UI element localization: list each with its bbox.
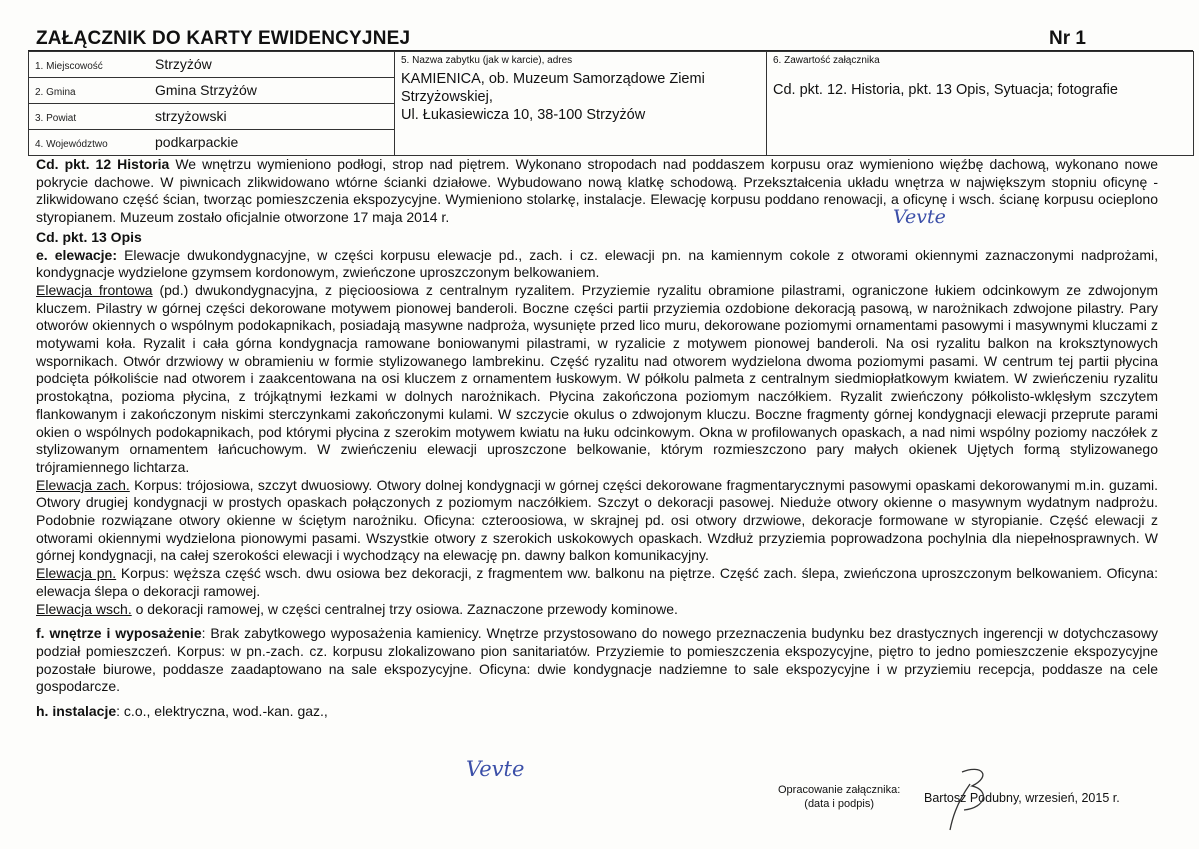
header-table — [28, 51, 1194, 156]
field-gmina: 2. Gmina Gmina Strzyżów — [29, 78, 395, 104]
document-body — [36, 156, 1158, 721]
field-powiat: 3. Powiat strzyżowski — [29, 104, 395, 130]
field-zawartosc: 6. Zawartość załącznika Cd. pkt. 12. Historia, pkt. 13 Opis, Sytuacja; fotografie — [767, 52, 1194, 156]
historia-paragraph: Cd. pkt. 12 Historia We wnętrzu wymieniono podłogi, strop nad piętrem. Wykonano stropodach nad poddaszem korpusu oraz wymieniono więźbę dachową, wykonano nowe pokrycie dachowe. W piwnicach zlikwidowano wtórne ścianki działowe. Wybudowano nową klatkę schodową. Przekształcenia układu wnętrza w największym stopniu oficynę - zlikwidowano część ścian, tworząc pomieszczenia ekspozycyjne. Wymieniono stolarkę, instalacje. Elewację korpusu poddano renowacji, a oficynę i wsch. ścianę korpusu ocieplono styropianem. Muzeum zostało oficjalnie otworzone 17 maja 2014 r. — [36, 156, 1159, 226]
document-number: Nr 1 — [1049, 28, 1086, 49]
handwritten-note: Vevte — [466, 757, 525, 781]
signature-label: Opracowanie załącznika: (data i podpis) — [778, 784, 901, 810]
opis-heading: Cd. pkt. 13 Opis — [36, 228, 142, 245]
elewacja-pn-paragraph: Elewacja pn. Korpus: węższa część wsch. dwu osiowa bez dekoracji, z fragmentem ww. balkonu na piętrze. Część zach. ślepa, zwieńczona uproszczonym belkowaniem. Oficyna: elewacja ślepa o dekoracji ramowej. — [36, 565, 1158, 599]
handwritten-note: Vevte — [893, 206, 946, 228]
instalacje-paragraph: h. instalacje: c.o., elektryczna, wod.-kan. gaz., — [36, 703, 328, 720]
elewacja-wsch-paragraph: Elewacja wsch. o dekoracji ramowej, w części centralnej trzy osiowa. Zaznaczone przewody kominowe. — [36, 600, 678, 617]
wnetrze-paragraph: f. wnętrze i wyposażenie: Brak zabytkowego wyposażenia kamienicy. Wnętrze przystosowano do nowego przeznaczenia budynku bez drastycznych ingerencji w dotychczasowy podział pomieszczeń. Korpus: w pn.-zach. cz. korpusu zlokalizowano pion sanitariatów. Przyziemie to pomieszczenia ekspozycyjne, piętro to jedno pomieszczenie ekspozycyjne pozostałe biurowe, poddasze zaadaptowano na sale ekspozycyjne. Oficyna: dwie kondygnacje nadziemne to sale ekspozycyjne i w przyziemiu recepcja, poddasze na cele gospodarcze. — [36, 625, 1158, 695]
document-title: ZAŁĄCZNIK DO KARTY EWIDENCYJNEJ — [36, 28, 411, 49]
elewacja-frontowa-paragraph: Elewacja frontowa (pd.) dwukondygnacyjna, z pięcioosiowa z centralnym ryzalitem. Przyziemie ryzalitu obramione pilastrami, ograniczone łukiem odcinkowym ze zdwojonym kluczem. Pilastry w górnej części dekorowane motywem pionowej banderoli. Boczne części partii przyziemia ozdobione dekoracją pasową, w narożnikach zdwojone pilastry. Pary otworów okiennych o wspólnym podokapnikach, posiadają masywne nadproża, wysunięte przed lico muru, dekorowane poziomymi ornamentami pasowymi i masywnymi kluczami z motywami koła. Ryzalit i cała górna kondygnacja ramowane boniowanymi pilastrami, w ryzalicie z motywem pionowej banderoli. Na osi ryzalitu balkon na kroksztynowych wspornikach. Otwór drzwiowy w obramieniu w formie stylizowanego lambrekinu. Część ryzalitu nad otworem wydzielona dwoma poziomymi pasami. W centrum tej partii płycina podcięta półkoliście nad otworem i zaakcentowana na osi kluczem z ornamentem łuskowym. W półkolu palmeta z centralnym siedmiopłatkowym kwiatem. W zwieńczeniu ryzalitu prostokątna, pozioma płycina, z trójkątnymi łezkami w dolnych narożnikach. Płycina zakończona poziomym naczółkiem. Ryzalit zwieńczony półkolisto-wklęsłym szczytem flankowanym i zakończonym niskimi sterczynkami zakończonymi kulami. W szczycie okulus o zdwojonym kluczu. Boczne fragmenty górnej kondygnacji elewacji przeprute parami okien o wspólnych podokapnikach, pod którymi płycina z szerokim motywem kwiatu na łuku odcinkowym. Okna w profilowanych opaskach, a nad nimi wspólny poziomy naczółek z stylizowanym ornamentem łańcuchowym. W zwieńczeniu elewacji uproszczone belkowanie, którym rozmieszczono pary małych okienek Ujętych formą stylizowanego trójramiennego lichtarza. — [36, 281, 1158, 475]
elewacje-paragraph: e. elewacje: Elewacje dwukondygnacyjne, w części korpusu elewacje pd., zach. i cz. elewacji pn. na kamiennym cokole z otworami okiennymi zaznaczonymi nadprożami, kondygnacje wydzielone gzymsem kordonowym, zwieńczone uproszczonym belkowaniem. — [36, 246, 1159, 281]
field-miejscowosc: 1. Miejscowość Strzyżów — [29, 52, 395, 78]
author-name: Bartosz Podubny, wrzesień, 2015 r. — [924, 791, 1120, 805]
field-nazwa: 5. Nazwa zabytku (jak w karcie), adres KAMIENICA, ob. Muzeum Samorządowe Ziemi Strzyżowskiej, Ul. Łukasiewicza 10, 38-100 Strzyżów — [395, 52, 767, 156]
signature-scribble — [942, 764, 1002, 836]
field-wojewodztwo: 4. Województwo podkarpackie — [29, 130, 395, 156]
elewacja-zach-paragraph: Elewacja zach. Korpus: trójosiowa, szczyt dwuosiowy. Otwory dolnej kondygnacji w górnej części dekorowane fragmentarycznymi pasowymi opaskami dekorowanymi m.in. guzami. Otwory drugiej kondygnacji w prostych opaskach połączonych z poziomym naczółkiem. Szczyt o dekoracji pasowej. Nieduże otwory okienne o masywnym wydatnym nadprożu. Podobnie rozwiązane otwory okienne w ściętym narożniku. Oficyna: czteroosiowa, w skrajnej pd. osi otwory drzwiowe, dekoracje formowane w styropianie. Część elewacji z otworami okiennymi wydzielona pionowymi pasami. Wszystkie otwory z szerokich uskokowych opaskach. Wzdłuż przyziemia poprowadzona pochylnia dla niepełnosprawnych. W górnej kondygnacji, na całej szerokości elewacji i wychodzący na elewację pn. dawny balkon komunikacyjny. — [36, 476, 1158, 564]
